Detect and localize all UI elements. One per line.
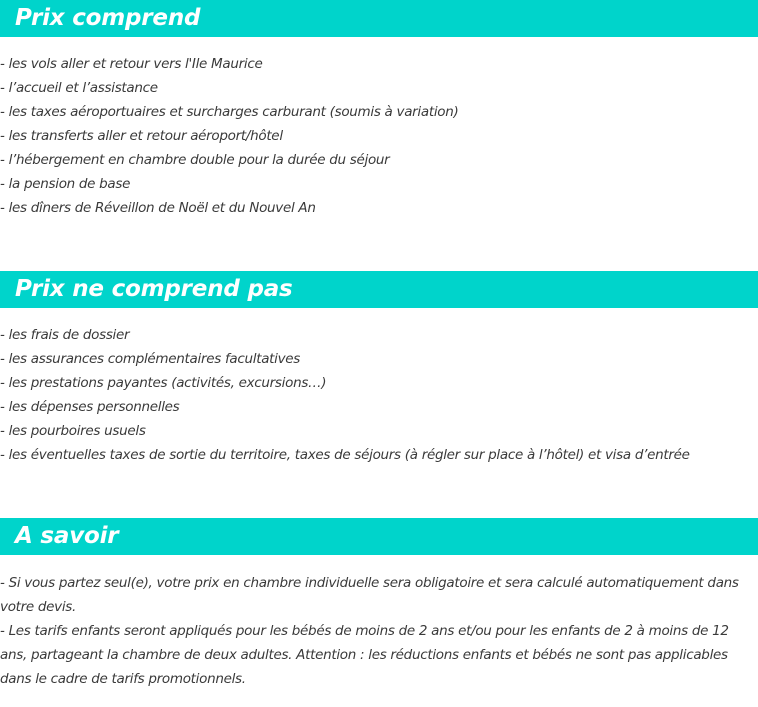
section-title: Prix comprend: [15, 5, 201, 31]
list-item: - les dîners de Réveillon de Noël et du Nouvel An: [0, 200, 316, 216]
list-item: - les dépenses personnelles: [0, 399, 180, 415]
info-paragraph: - Les tarifs enfants seront appliqués pour les bébés de moins de 2 ans et/ou pour les enfants de 2 à moins de 12 ans, partageant la chambre de deux adultes. Attention : les réductions enfants et bébés ne sont pas applicables dans le cadre de tarifs promotionnels.: [0, 623, 729, 687]
list-item: - les assurances complémentaires facultatives: [0, 351, 301, 367]
list-item: - la pension de base: [0, 176, 131, 192]
list-item: - l’accueil et l’assistance: [0, 80, 158, 96]
list-item: - les transferts aller et retour aéroport/hôtel: [0, 128, 283, 144]
list-item: - les prestations payantes (activités, excursions…): [0, 375, 327, 391]
list-item: - les vols aller et retour vers l'Ile Maurice: [0, 56, 263, 72]
list-item: - les taxes aéroportuaires et surcharges carburant (soumis à variation): [0, 104, 459, 120]
info-paragraph: - Si vous partez seul(e), votre prix en chambre individuelle sera obligatoire et sera calculé automatiquement dans votre devis.: [0, 575, 739, 615]
info-paragraphs: [0, 571, 756, 691]
section-header-prix-ne-comprend-pas: [0, 271, 758, 308]
list-item: - l’hébergement en chambre double pour la durée du séjour: [0, 152, 390, 168]
section-header-prix-comprend: [0, 0, 758, 37]
section-title: A savoir: [15, 523, 119, 549]
included-list: [0, 52, 756, 220]
section-header-a-savoir: [0, 518, 758, 555]
list-item: - les éventuelles taxes de sortie du territoire, taxes de séjours (à régler sur place à l’hôtel) et visa d’entrée: [0, 447, 690, 463]
section-title: Prix ne comprend pas: [15, 276, 293, 302]
not-included-list: [0, 323, 756, 467]
list-item: - les pourboires usuels: [0, 423, 146, 439]
list-item: - les frais de dossier: [0, 327, 130, 343]
